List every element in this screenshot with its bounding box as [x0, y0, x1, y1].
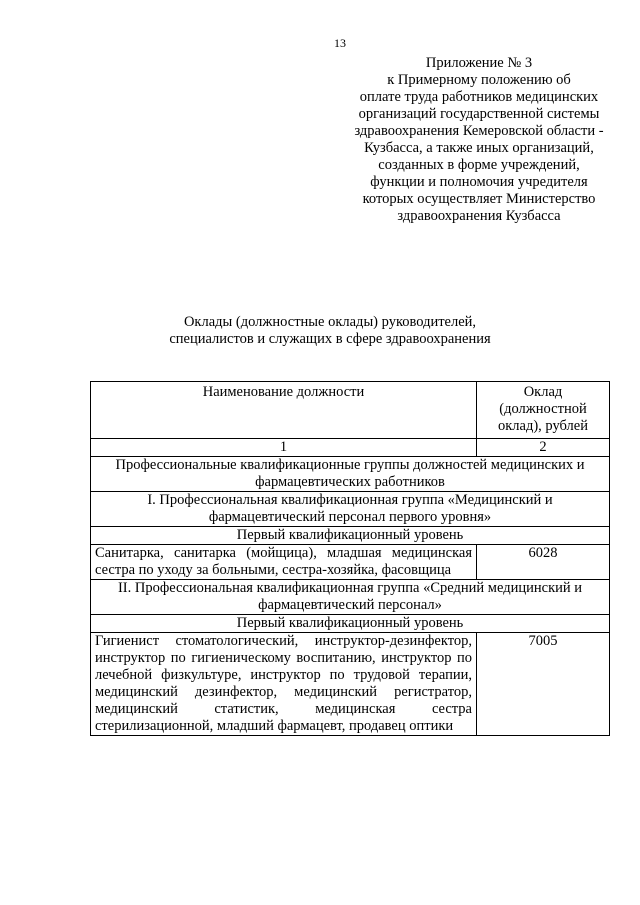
level-row: [91, 615, 610, 633]
group-1-title: I. Профессиональная квалификационная группа «Медицинский и фармацевтический персонал первого уровня»: [91, 492, 610, 527]
column-number-2: 2: [477, 439, 610, 457]
appendix-line: к Примерному положению об: [387, 72, 571, 88]
section-title-row: [91, 457, 610, 492]
group-1-salary: 6028: [477, 545, 610, 580]
page-number: 13: [334, 36, 346, 50]
group-1-positions: Санитарка, санитарка (мойщица), младшая медицинская сестра по уходу за больными, сестра-хозяйка, фасовщица: [91, 545, 477, 580]
table-row: [91, 633, 610, 736]
column-numbers-row: [91, 439, 610, 457]
appendix-line: которых осуществляет Министерство: [362, 191, 596, 207]
group-title-row: [91, 492, 610, 527]
group-title-row: [91, 580, 610, 615]
level-row: [91, 527, 610, 545]
group-2-salary: 7005: [477, 633, 610, 736]
column-number-1: 1: [91, 439, 477, 457]
appendix-header: [336, 55, 622, 225]
table-title-line-2: специалистов и служащих в сфере здравоохранения: [169, 331, 491, 347]
appendix-line: функции и полномочия учредителя: [370, 174, 588, 190]
appendix-line: оплате труда работников медицинских: [359, 89, 599, 105]
group-1-level: Первый квалификационный уровень: [91, 527, 610, 545]
group-2-level: Первый квалификационный уровень: [91, 615, 610, 633]
header-position-name: Наименование должности: [91, 382, 477, 439]
appendix-line: здравоохранения Кемеровской области -: [354, 123, 604, 139]
group-2-title: II. Профессиональная квалификационная группа «Средний медицинский и фармацевтический персонал»: [91, 580, 610, 615]
header-salary: Оклад (должностной оклад), рублей: [477, 382, 610, 439]
salary-table: [90, 381, 610, 736]
appendix-line: созданных в форме учреждений,: [378, 157, 580, 173]
table-row: [91, 545, 610, 580]
table-header-row: [91, 382, 610, 439]
appendix-line: организаций государственной системы: [358, 106, 600, 122]
appendix-line: Кузбасса, а также иных организаций,: [364, 140, 594, 156]
table-title: [60, 314, 600, 348]
table-title-line-1: Оклады (должностные оклады) руководителей,: [183, 314, 477, 330]
section-title: Профессиональные квалификационные группы должностей медицинских и фармацевтических работников: [91, 457, 610, 492]
appendix-line: Приложение № 3: [425, 55, 533, 71]
appendix-line: здравоохранения Кузбасса: [397, 208, 561, 224]
group-2-positions: Гигиенист стоматологический, инструктор-дезинфектор, инструктор по гигиеническому воспитанию, инструктор по лечебной физкультуре, инструктор по трудовой терапии, медицинский дезинфектор, медицинский регистратор, медицинский статистик, медицинская сестра стерилизационной, младший фармацевт, продавец оптики: [91, 633, 477, 736]
